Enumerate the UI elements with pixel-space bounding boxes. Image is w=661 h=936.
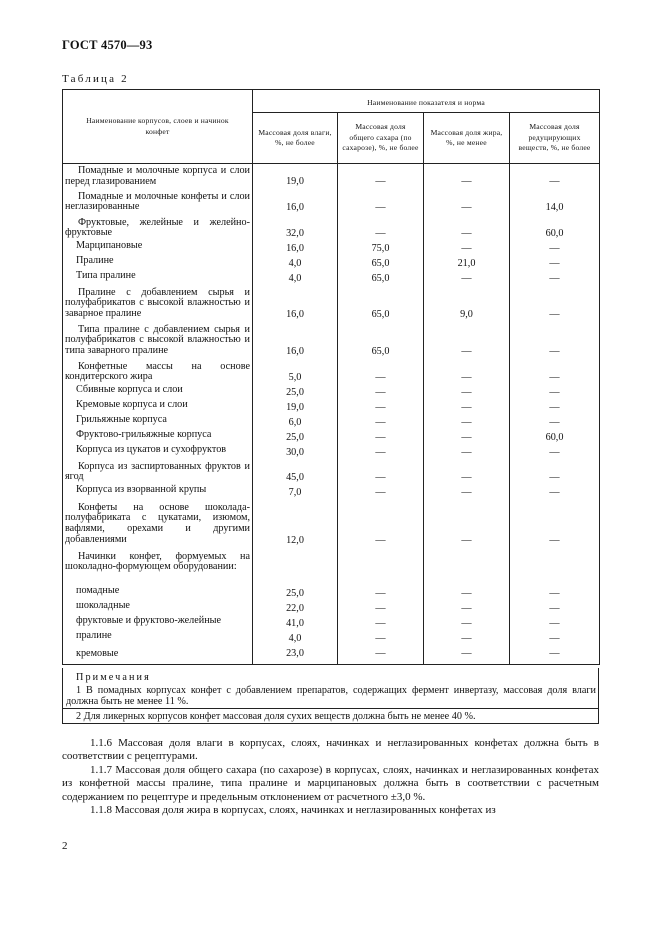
row-name: Марципановые: [63, 241, 253, 256]
cell-moisture: 16,0: [253, 189, 338, 215]
table-row: [63, 460, 600, 485]
cell-sugar: —: [338, 385, 424, 400]
table-row: [63, 322, 600, 359]
cell-moisture: 41,0: [253, 616, 338, 631]
row-name: Корпуса из цукатов и сухофруктов: [63, 445, 253, 460]
cell-moisture: 25,0: [253, 385, 338, 400]
cell-reducing: —: [510, 385, 600, 400]
column-group-header: Наименование показателя и норма: [253, 90, 600, 113]
cell-sugar: —: [338, 189, 424, 215]
cell-reducing: —: [510, 601, 600, 616]
cell-reducing: —: [510, 631, 600, 646]
column-header-moisture: Массовая доля влаги, %, не более: [253, 113, 338, 164]
cell-reducing: —: [510, 646, 600, 665]
cell-reducing: —: [510, 286, 600, 322]
notes-title: Примечания: [76, 672, 151, 683]
cell-moisture: 25,0: [253, 430, 338, 445]
norms-table: [62, 89, 600, 665]
row-name: Корпуса из взорванной крупы: [63, 485, 253, 500]
cell-reducing: 60,0: [510, 430, 600, 445]
table-row: [63, 400, 600, 415]
row-name: помадные: [63, 586, 253, 601]
cell-sugar: 75,0: [338, 241, 424, 256]
cell-moisture: 32,0: [253, 215, 338, 241]
cell-sugar: —: [338, 164, 424, 189]
cell-moisture: 22,0: [253, 601, 338, 616]
cell-fat: —: [424, 385, 510, 400]
cell-fat: —: [424, 485, 510, 500]
cell-reducing: —: [510, 485, 600, 500]
table-row: [63, 415, 600, 430]
row-name: Пралине: [63, 256, 253, 271]
cell-moisture: 4,0: [253, 256, 338, 271]
cell-moisture: 23,0: [253, 646, 338, 665]
note-item: 2 Для ликерных корпусов конфет массовая доля сухих веществ должна быть не менее 40 %.: [76, 711, 476, 722]
row-name: Кремовые корпуса и слои: [63, 400, 253, 415]
cell-sugar: 65,0: [338, 286, 424, 322]
cell-fat: 9,0: [424, 286, 510, 322]
cell-sugar: —: [338, 400, 424, 415]
cell-fat: —: [424, 164, 510, 189]
cell-sugar: —: [338, 586, 424, 601]
cell-moisture: 19,0: [253, 164, 338, 189]
cell-sugar: —: [338, 485, 424, 500]
cell-reducing: —: [510, 400, 600, 415]
row-name: Помадные и молочные конфеты и слои неглазированные: [63, 189, 253, 215]
paragraph: 1.1.6 Массовая доля влаги в корпусах, слоях, начинках и неглазированных конфетах должна быть в соответствии с рецептурами.: [62, 737, 599, 763]
column-header-fat: Массовая доля жира, %, не менее: [424, 113, 510, 164]
cell-moisture: 4,0: [253, 271, 338, 286]
cell-sugar: —: [338, 445, 424, 460]
cell-fat: —: [424, 322, 510, 359]
cell-reducing: —: [510, 616, 600, 631]
cell-reducing: —: [510, 460, 600, 485]
cell-sugar: —: [338, 646, 424, 665]
cell-moisture: 16,0: [253, 322, 338, 359]
table-row: [63, 286, 600, 322]
row-name: Пралине с добавлением сырья и полуфабрикатов с высокой влажностью и заварное пралине: [63, 286, 253, 322]
cell-fat: 21,0: [424, 256, 510, 271]
cell-sugar: —: [338, 500, 424, 548]
table-row: [63, 164, 600, 189]
row-name: Фруктово-грильяжные корпуса: [63, 430, 253, 445]
cell-reducing: —: [510, 586, 600, 601]
row-name: Корпуса из заспиртованных фруктов и ягод: [63, 460, 253, 485]
cell-fat: —: [424, 601, 510, 616]
note-item: 1 В помадных корпусах конфет с добавлением препаратов, содержащих фермент инвертазу, массовая доля влаги должна быть не менее 11 %.: [66, 685, 596, 708]
table-row: [63, 646, 600, 665]
cell-sugar: 65,0: [338, 256, 424, 271]
table-row: [63, 500, 600, 548]
table-row: [63, 430, 600, 445]
row-name: Сбивные корпуса и слои: [63, 385, 253, 400]
cell-fat: —: [424, 241, 510, 256]
cell-moisture: [253, 548, 338, 586]
document-code: ГОСТ 4570—93: [62, 38, 153, 52]
cell-fat: —: [424, 400, 510, 415]
cell-sugar: —: [338, 631, 424, 646]
cell-fat: —: [424, 616, 510, 631]
table-row: [63, 548, 600, 586]
cell-fat: —: [424, 415, 510, 430]
cell-fat: [424, 548, 510, 586]
paragraph: 1.1.7 Массовая доля общего сахара (по сахарозе) в корпусах, слоях, начинках и неглазированных конфетах из конфетной массы пралине, типа пралине и марципановых должна быть в соответствии с расчетным содержанием по рецептуре и предельным отклонением от расчетного ±3,0 %.: [62, 764, 599, 803]
cell-reducing: —: [510, 359, 600, 385]
cell-moisture: 6,0: [253, 415, 338, 430]
row-name: Типа пралине с добавлением сырья и полуфабрикатов с высокой влажностью и типа заварного пралине: [63, 322, 253, 359]
cell-fat: —: [424, 646, 510, 665]
cell-moisture: 16,0: [253, 241, 338, 256]
notes-divider: [63, 708, 598, 709]
cell-moisture: 16,0: [253, 286, 338, 322]
row-name: фруктовые и фруктово-желейные: [63, 616, 253, 631]
row-name: Помадные и молочные корпуса и слои перед глазированием: [63, 164, 253, 189]
cell-fat: —: [424, 430, 510, 445]
table-notes: [62, 668, 599, 724]
table-row: [63, 445, 600, 460]
column-header-reducing: Массовая доля редуцирующих веществ, %, не более: [510, 113, 600, 164]
cell-sugar: —: [338, 616, 424, 631]
row-name: Конфетные массы на основе кондитерского жира: [63, 359, 253, 385]
cell-sugar: 65,0: [338, 322, 424, 359]
cell-moisture: 4,0: [253, 631, 338, 646]
cell-fat: —: [424, 445, 510, 460]
table-row: [63, 385, 600, 400]
row-name: кремовые: [63, 646, 253, 665]
cell-reducing: 14,0: [510, 189, 600, 215]
cell-reducing: —: [510, 322, 600, 359]
paragraph: 1.1.8 Массовая доля жира в корпусах, слоях, начинках и неглазированных конфетах из: [90, 804, 496, 816]
cell-reducing: —: [510, 415, 600, 430]
cell-reducing: [510, 548, 600, 586]
cell-sugar: —: [338, 460, 424, 485]
cell-reducing: 60,0: [510, 215, 600, 241]
row-name: пралине: [63, 631, 253, 646]
cell-moisture: 7,0: [253, 485, 338, 500]
row-name: Типа пралине: [63, 271, 253, 286]
cell-fat: —: [424, 586, 510, 601]
cell-moisture: 12,0: [253, 500, 338, 548]
page-number: 2: [62, 840, 68, 852]
cell-fat: —: [424, 359, 510, 385]
row-name: шоколадные: [63, 601, 253, 616]
cell-fat: —: [424, 215, 510, 241]
cell-moisture: 30,0: [253, 445, 338, 460]
table-row: [63, 601, 600, 616]
cell-sugar: 65,0: [338, 271, 424, 286]
cell-moisture: 45,0: [253, 460, 338, 485]
table-row: [63, 485, 600, 500]
row-name: Грильяжные корпуса: [63, 415, 253, 430]
cell-moisture: 19,0: [253, 400, 338, 415]
cell-sugar: —: [338, 215, 424, 241]
table-row: [63, 271, 600, 286]
cell-reducing: —: [510, 241, 600, 256]
cell-fat: —: [424, 271, 510, 286]
cell-fat: —: [424, 631, 510, 646]
cell-moisture: 25,0: [253, 586, 338, 601]
table-row: [63, 616, 600, 631]
table-row: [63, 359, 600, 385]
column-header-name: Наименование корпусов, слоев и начинок конфет: [63, 90, 253, 164]
table-row: [63, 256, 600, 271]
cell-reducing: —: [510, 445, 600, 460]
column-header-sugar: Массовая доля общего сахара (по сахарозе), %, не более: [338, 113, 424, 164]
table-row: [63, 631, 600, 646]
table-caption: Таблица 2: [62, 73, 129, 85]
cell-sugar: [338, 548, 424, 586]
row-name: Начинки конфет, формуемых на шоколадно-формующем оборудовании:: [63, 548, 253, 586]
cell-reducing: —: [510, 271, 600, 286]
table-row: [63, 215, 600, 241]
cell-fat: —: [424, 460, 510, 485]
row-name: Фруктовые, желейные и желейно-фруктовые: [63, 215, 253, 241]
cell-sugar: —: [338, 601, 424, 616]
cell-reducing: —: [510, 256, 600, 271]
cell-fat: —: [424, 500, 510, 548]
cell-sugar: —: [338, 415, 424, 430]
cell-reducing: —: [510, 500, 600, 548]
cell-moisture: 5,0: [253, 359, 338, 385]
cell-sugar: —: [338, 359, 424, 385]
table-row: [63, 586, 600, 601]
cell-fat: —: [424, 189, 510, 215]
cell-reducing: —: [510, 164, 600, 189]
table-row: [63, 241, 600, 256]
row-name: Конфеты на основе шоколада-полуфабриката с цукатами, изюмом, вафлями, орехами и другими добавлениями: [63, 500, 253, 548]
cell-sugar: —: [338, 430, 424, 445]
table-row: [63, 189, 600, 215]
